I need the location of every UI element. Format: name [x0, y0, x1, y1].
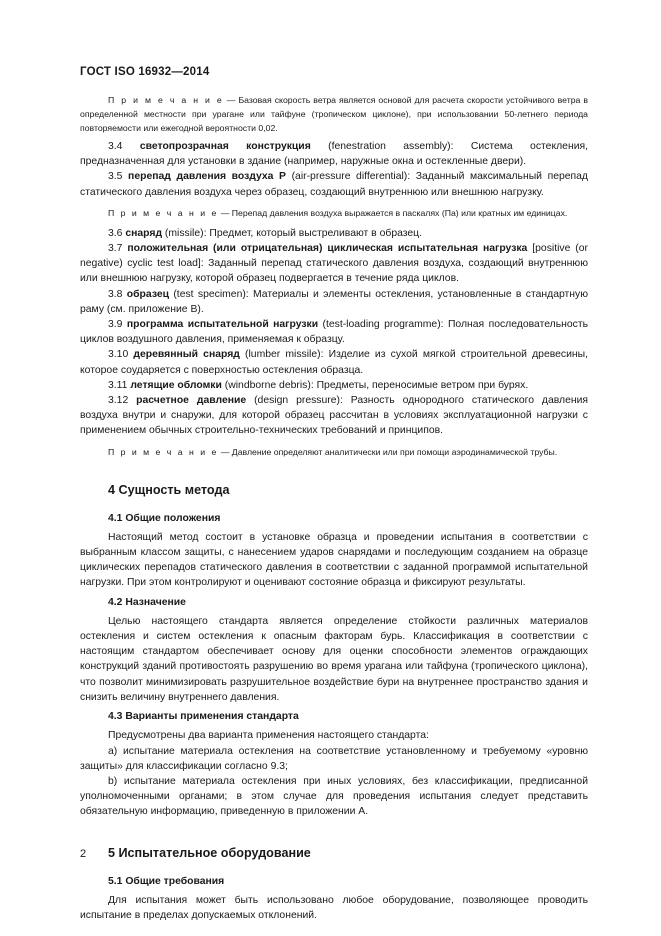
term-number: 3.7 — [108, 243, 123, 255]
note-text: — Базовая скорость ветра является основой для расчета скорости устойчивого ветра в определенной местности при урагане или тайфуне (тропическом циклоне), при использовании 50-летнего периода повторяемости или ежегодной вероятности 0,02. — [80, 95, 588, 133]
note-design-pressure — [80, 445, 588, 459]
term-number: 3.9 — [108, 319, 123, 331]
page-number: 2 — [80, 848, 87, 860]
term-definition: (lumber missile): Изделие из сухой мягкой строительной древесины, которое соударяется с поверхностью остекления образца. — [80, 349, 589, 376]
term-name: перепад давления воздуха P — [128, 171, 286, 183]
section-4-2-heading: 4.2 Назначение — [108, 596, 186, 608]
term-number: 3.4 — [108, 141, 123, 152]
term-name: светопрозрачная конструкция — [139, 141, 311, 152]
section-4-3-item-a: а) испытание материала остекления на соответствие установленному и требуемому «уровню защиты» для классификации согласно 9.3; — [80, 745, 588, 772]
term-definition: (windborne debris): Предметы, переносимые ветром при бурях. — [221, 379, 529, 391]
term-3-8 — [80, 287, 588, 317]
term-definition: (test specimen): Материалы и элементы остекления, установленные в стандартную раму (см. приложение В). — [80, 288, 589, 315]
note-text: — Перепад давления воздуха выражается в паскалях (Па) или кратных им единицах. — [218, 207, 568, 218]
term-name: программа испытательной нагрузки — [126, 319, 319, 331]
section-5-1-text: Для испытания может быть использовано любое оборудование, позволяющее проводить испытание в пределах допускаемых отклонений. — [80, 894, 588, 921]
term-3-12 — [80, 393, 588, 439]
term-number: 3.6 — [108, 227, 123, 239]
section-4-3-item-b: b) испытание материала остекления при иных условиях, без классификации, предписанной уполномоченными органами; в этом случае для проведения испытания следует представить обязательную информацию, приведенную в приложении А. — [80, 775, 588, 818]
term-definition: (air-pressure differential): Заданный максимальный перепад статического давления воздуха через образец, создающий внутреннюю или внешнюю нагрузку. — [80, 171, 588, 198]
term-name: образец — [126, 288, 170, 300]
note-pressure-units — [80, 206, 588, 220]
term-3-9 — [80, 317, 588, 347]
note-label: П р и м е ч а н и е — [108, 95, 224, 105]
note-label: П р и м е ч а н и е — [108, 207, 219, 218]
term-number: 3.12 — [108, 395, 129, 407]
term-3-6 — [80, 226, 588, 241]
term-definition: (test-loading programme): Полная последовательность циклов воздушного давления, применяемая к образцу. — [80, 319, 589, 346]
term-list-b — [80, 226, 588, 439]
document-body — [80, 93, 588, 923]
page-header: ГОСТ ISO 16932—2014 — [80, 66, 210, 78]
section-4-1-heading: 4.1 Общие положения — [108, 512, 221, 524]
section-5-1-heading: 5.1 Общие требования — [108, 875, 225, 887]
section-4-3-intro: Предусмотрены два варианта применения настоящего стандарта: — [108, 730, 429, 742]
term-3-7 — [80, 241, 588, 287]
term-number: 3.10 — [108, 349, 129, 361]
term-3-10 — [80, 347, 588, 377]
term-name: снаряд — [125, 227, 163, 239]
term-3-11 — [80, 378, 588, 393]
section-4-heading: 4 Сущность метода — [108, 482, 230, 497]
term-3-4 — [80, 139, 588, 169]
note-text: — Давление определяют аналитически или при помощи аэродинамической трубы. — [218, 446, 558, 457]
term-number: 3.5 — [108, 171, 123, 183]
section-4-1-text: Настоящий метод состоит в установке образца и проведении испытания в соответствии с выбранным классом защиты, с нанесением ударов снарядами и последующим созданием на образце циклических перепадов статического давления в соответствии с заданной программой испытательной нагрузки. При этом контролируют и оценивают состояние образца и фиксируют результаты. — [80, 531, 588, 589]
term-definition: [positive (or negative) cyclic test load]: Заданный перепад статического давления воздуха, создающий внутреннюю или внешнюю нагрузку, которой образец подвергается в течение ряда циклов. — [80, 243, 589, 285]
note-label: П р и м е ч а н и е — [108, 446, 219, 457]
note-wind-speed — [80, 93, 588, 135]
term-name: расчетное давление — [136, 395, 247, 407]
term-name: летящие обломки — [130, 379, 222, 391]
term-name: положительная (или отрицательная) циклическая испытательная нагрузка — [127, 243, 528, 255]
section-4-2-text: Целью настоящего стандарта является определение стойкости различных материалов остекления и систем остекления к опасным факторам бурь. Классификация в соответствии с настоящим стандартом обеспечивает основу для оценки способности элементов ограждающих конструкций зданий противостоять разрушению во время урагана или тайфуна (тропического циклона), что позволит минимизировать разрушительное воздействие бури на внутреннее пространство здания и снизить величину внутреннего давления. — [80, 615, 588, 703]
section-5-heading: 5 Испытательное оборудование — [108, 845, 311, 860]
term-definition: (fenestration assembly): Система остекления, предназначенная для установки в здание (например, наружные окна и остекленные двери). — [80, 141, 589, 168]
term-3-5 — [80, 169, 588, 199]
term-number: 3.8 — [108, 288, 123, 300]
term-definition: (design pressure): Разность однородного статического давления воздуха внутри и снаружи, для которой образец рассчитан в условиях эксплуатационной нагрузки с применением обычных строительно-технических требований и принципов. — [80, 395, 589, 437]
term-number: 3.11 — [108, 379, 128, 391]
section-4-3-heading: 4.3 Варианты применения стандарта — [108, 711, 299, 723]
term-definition: (missile): Предмет, который выстреливают в образец. — [162, 227, 423, 239]
term-name: деревянный снаряд — [133, 349, 240, 361]
term-list-a — [80, 139, 588, 200]
